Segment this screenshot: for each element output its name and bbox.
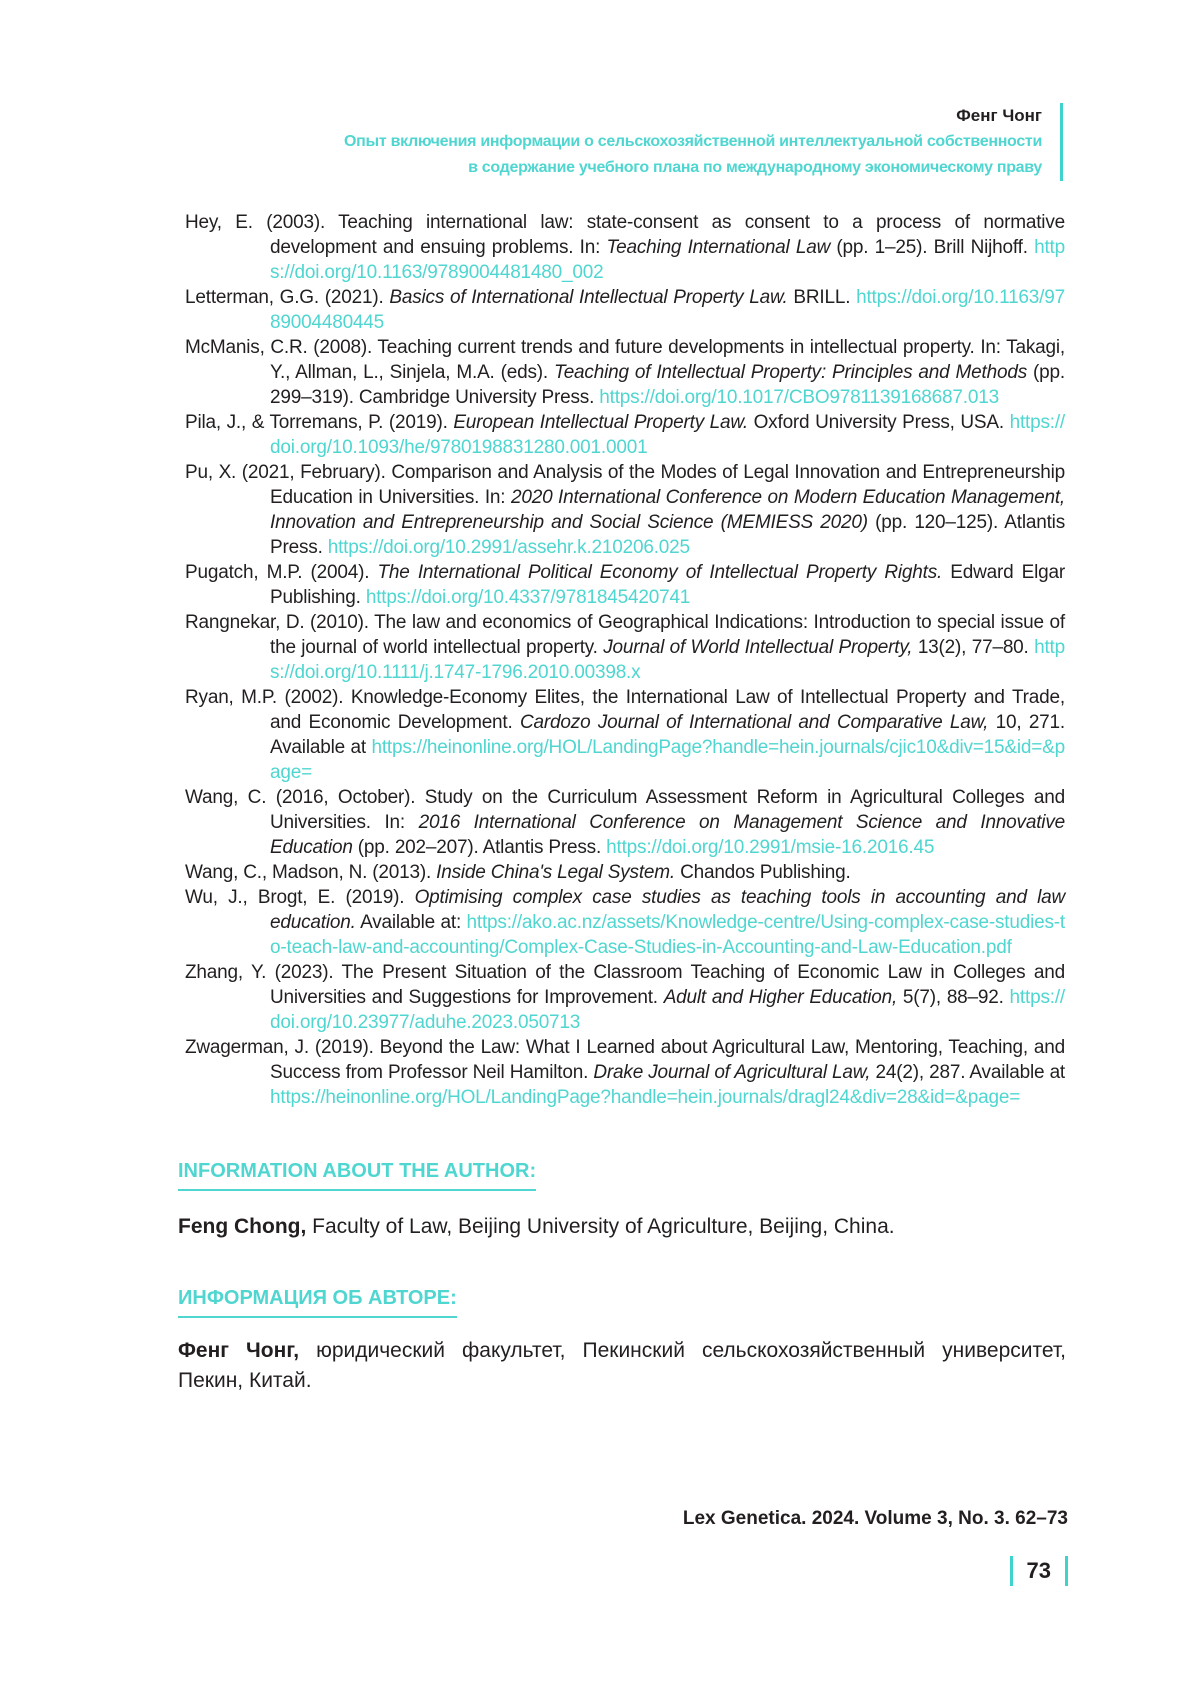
header-author: Фенг Чонг (956, 106, 1042, 125)
reference-title: 2016 International Conference on Management Science and Innovative Education (270, 812, 1065, 858)
reference-text: Wang, C. (2016, October). Study on the Curriculum Assessment Reform in Agricultural Colleges and Universities. In: (185, 787, 1065, 833)
reference-item (185, 610, 1065, 685)
author-info-en (178, 1212, 1066, 1242)
reference-link[interactable]: https://heinonline.org/HOL/LandingPage?handle=hein.journals/dragl24&div=28&id=&page= (270, 1087, 1021, 1108)
reference-link[interactable]: https://heinonline.org/HOL/LandingPage?handle=hein.journals/cjic10&div=15&id=&page= (270, 737, 1065, 783)
reference-details: 5(7), 88–92. (897, 987, 1010, 1008)
reference-details: (pp. 1–25). Brill Nijhoff. (830, 237, 1035, 258)
reference-text: Hey, E. (2003). Teaching international law: state-consent as consent to a process of normative development and ensuing problems. In: (185, 212, 1065, 258)
reference-item (185, 960, 1065, 1035)
reference-title: Cardozo Journal of International and Comparative Law, (520, 712, 989, 733)
header-title-line-1: Опыт включения информации о сельскохозяйственной интеллектуальной собственности (344, 133, 1042, 150)
reference-link[interactable]: https://doi.org/10.1017/CBO9781139168687.013 (599, 387, 999, 408)
author-affiliation-en: Faculty of Law, Beijing University of Agriculture, Beijing, China. (306, 1215, 895, 1238)
reference-text: Zwagerman, J. (2019). Beyond the Law: What I Learned about Agricultural Law, Mentoring, Teaching, and Success from Professor Neil Hamilton. (185, 1037, 1065, 1083)
running-header (344, 103, 1063, 181)
reference-text: Pugatch, M.P. (2004). (185, 562, 378, 583)
reference-details: (pp. 202–207). Atlantis Press. (352, 837, 607, 858)
reference-item (185, 560, 1065, 610)
reference-title: Optimising complex case studies as teaching tools in accounting and law education. (270, 887, 1066, 933)
reference-link[interactable]: https://doi.org/10.2991/assehr.k.210206.025 (327, 537, 690, 558)
reference-link[interactable]: https://doi.org/10.1163/9789004480445 (270, 287, 1065, 333)
reference-item (185, 210, 1065, 285)
reference-item (185, 885, 1065, 960)
reference-title: Basics of International Intellectual Property Law. (389, 287, 788, 308)
reference-text: Pila, J., & Torremans, P. (2019). (185, 412, 454, 433)
reference-text: Wu, J., Brogt, E. (2019). (185, 887, 415, 908)
reference-details: Oxford University Press, USA. (747, 412, 1010, 433)
reference-title: Drake Journal of Agricultural Law, (593, 1062, 871, 1083)
reference-text: Pu, X. (2021, February). Comparison and Analysis of the Modes of Legal Innovation and Entrepreneurship Education in Universities. In: (185, 462, 1065, 508)
reference-list (185, 210, 1065, 1110)
reference-item (185, 685, 1065, 785)
reference-item (185, 785, 1065, 860)
reference-link[interactable]: https://doi.org/10.2991/msie-16.2016.45 (606, 837, 935, 858)
reference-title: Journal of World Intellectual Property, (603, 637, 913, 658)
header-title-line-2: в содержание учебного плана по международному экономическому праву (468, 159, 1042, 176)
reference-text: Zhang, Y. (2023). The Present Situation of the Classroom Teaching of Economic Law in Colleges and Universities and Suggestions for Improvement. (185, 962, 1065, 1008)
reference-title: Inside China's Legal System. (436, 862, 675, 883)
reference-link[interactable]: https://doi.org/10.4337/9781845420741 (365, 587, 691, 608)
reference-title: Teaching of Intellectual Property: Principles and Methods (554, 362, 1028, 383)
reference-link[interactable]: https://doi.org/10.1111/j.1747-1796.2010.00398.x (270, 637, 1065, 683)
reference-details: 24(2), 287. Available at (870, 1062, 1066, 1083)
reference-item (185, 860, 1065, 885)
reference-text: Ryan, M.P. (2002). Knowledge-Economy Elites, the International Law of Intellectual Property and Trade, and Economic Development. (185, 687, 1065, 733)
author-name-en: Feng Chong, (178, 1215, 307, 1238)
reference-link[interactable]: https://doi.org/10.1163/9789004481480_002 (270, 237, 1065, 283)
reference-details: Available at: (355, 912, 467, 933)
author-info-heading-ru: ИНФОРМАЦИЯ ОБ АВТОРЕ: (178, 1287, 457, 1318)
reference-details: BRILL. (787, 287, 857, 308)
reference-details: Edward Elgar Publishing. (270, 562, 1065, 608)
author-name-ru: Фенг Чонг, (178, 1339, 300, 1362)
reference-link[interactable]: https://ako.ac.nz/assets/Knowledge-centre/Using-complex-case-studies-to-teach-law-and-accounting/Complex-Case-Studies-in-Accounting-and-Law-Education.pdf (270, 912, 1065, 958)
reference-details: Chandos Publishing. (674, 862, 851, 883)
author-info-ru (178, 1336, 1066, 1396)
reference-text: Wang, C., Madson, N. (2013). (185, 862, 437, 883)
page-number: 73 (1010, 1556, 1068, 1586)
reference-text: Letterman, G.G. (2021). (185, 287, 390, 308)
reference-title: Teaching International Law (606, 237, 831, 258)
reference-text: Rangnekar, D. (2010). The law and economics of Geographical Indications: Introduction to special issue of the journal of world intellectual property. (185, 612, 1065, 658)
reference-item (185, 1035, 1065, 1110)
journal-citation: Lex Genetica. 2024. Volume 3, No. 3. 62–73 (682, 1508, 1068, 1529)
reference-title: The International Political Economy of Intellectual Property Rights. (377, 562, 943, 583)
reference-item (185, 410, 1065, 460)
reference-title: Adult and Higher Education, (663, 987, 898, 1008)
author-affiliation-ru: юридический факультет, Пекинский сельскохозяйственный университет, Пекин, Китай. (178, 1339, 1067, 1392)
reference-details: 13(2), 77–80. (912, 637, 1035, 658)
reference-details: 10, 271. Available at (270, 712, 1065, 758)
reference-title: 2020 International Conference on Modern Education Management, Innovation and Entrepreneurship and Social Science (MEMIESS 2020) (270, 487, 1065, 533)
reference-title: European Intellectual Property Law. (453, 412, 748, 433)
reference-text: McManis, C.R. (2008). Teaching current trends and future developments in intellectual property. In: Takagi, Y., Allman, L., Sinjela, M.A. (eds). (185, 337, 1065, 383)
reference-details: (pp. 120–125). Atlantis Press. (270, 512, 1065, 558)
reference-item (185, 285, 1065, 335)
reference-link[interactable]: https://doi.org/10.23977/aduhe.2023.050713 (270, 987, 1065, 1033)
reference-item (185, 460, 1065, 560)
author-info-heading-en: INFORMATION ABOUT THE AUTHOR: (178, 1160, 536, 1191)
reference-details: (pp. 299–319). Cambridge University Press. (270, 362, 1065, 408)
reference-item (185, 335, 1065, 410)
reference-link[interactable]: https://doi.org/10.1093/he/9780198831280.001.0001 (270, 412, 1066, 458)
